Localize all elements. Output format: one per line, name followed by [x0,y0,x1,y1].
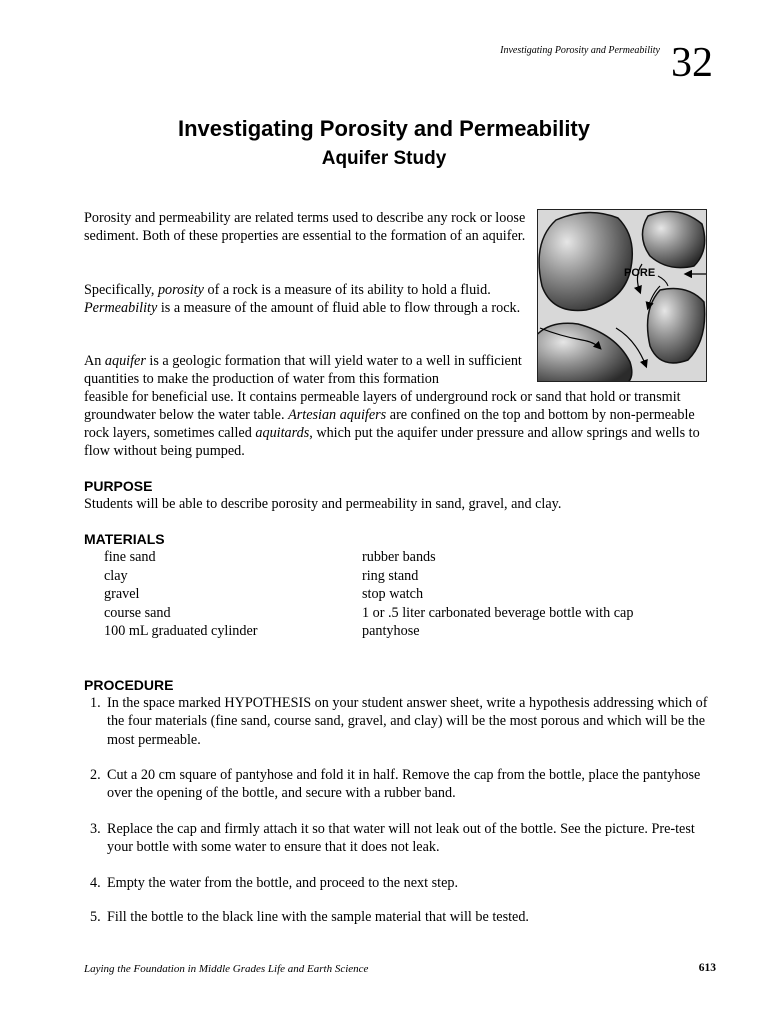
page-subtitle: Aquifer Study [321,148,447,169]
intro-p2-post: is a measure of the amount of fluid able to flow through a rock. [157,300,521,316]
footer-page-number: 613 [698,962,716,974]
step-number: 1. [90,695,101,711]
intro-paragraph-3a [84,352,529,388]
material-item: rubber bands [362,549,436,565]
material-item: gravel [104,586,140,602]
pore-illustration [537,209,707,382]
step-text: In the space marked HYPOTHESIS on your student answer sheet, write a hypothesis addressing which of the four materials (fine sand, course sand, gravel, and clay) will be the most porous and which will be the most permeable. [107,695,708,748]
intro-p3-b: feasible for beneficial use. It contains permeable layers of underground rock or sand that hold or transmit groundwater below the water table. [84,389,681,423]
term-aquifer: aquifer [104,353,146,369]
material-item: course sand [104,604,171,621]
material-item: fine sand [104,549,156,565]
intro-paragraph-1: Porosity and permeability are related terms used to describe any rock or loose sediment. Both of these properties are essential to the formation of an aquifer. [84,210,526,244]
purpose-text: Students will be able to describe porosity and permeability in sand, gravel, and clay. [84,496,562,512]
step-number: 3. [90,821,101,837]
step-text: Cut a 20 cm square of pantyhose and fold it in half. Remove the cap from the bottle, place the pantyhose over the opening of the bottle, and secure with a rubber band. [107,767,701,802]
intro-paragraph-3b [84,388,714,460]
intro-p3-d: , which put the aquifer under pressure and allow springs and wells to flow without being pumped. [84,425,700,459]
procedure-heading: PROCEDURE [84,677,174,693]
step-text: Fill the bottle to the black line with the sample material that will be tested. [107,909,529,925]
material-item: pantyhose [362,623,420,639]
term-permeability: Permeability [84,300,158,316]
step-number: 5. [90,909,101,925]
materials-list-right [362,548,702,641]
step-text: Empty the water from the bottle, and proceed to the next step. [107,875,459,891]
material-item: clay [104,567,128,584]
step-number: 4. [90,875,101,891]
intro-p3-c: are confined on the top and bottom by non-permeable rock layers, sometimes called [84,407,695,441]
term-artesian-aquifers: Artesian aquifers [288,407,387,423]
material-item: ring stand [362,567,419,584]
intro-p3-pre: An [84,353,105,369]
intro-p3-a: is a geologic formation that will yield water to a well in sufficient quantities to make the production of water from this formation [84,353,522,387]
intro-p2-pre: Specifically, [84,282,158,298]
running-header-title: Investigating Porosity and Permeability [500,45,660,56]
footer-book-title: Laying the Foundation in Middle Grades Life and Earth Science [84,963,369,975]
term-aquitards: aquitards [255,425,310,441]
term-porosity: porosity [157,282,204,298]
intro-p2-mid: of a rock is a measure of its ability to hold a fluid. [203,282,491,298]
chapter-number: 32 [671,40,713,86]
materials-heading: MATERIALS [84,531,165,547]
intro-paragraph-2 [84,281,529,317]
materials-list-left [104,548,344,641]
step-number: 2. [90,767,101,783]
material-item: 100 mL graduated cylinder [104,623,258,639]
step-text: Replace the cap and firmly attach it so that water will not leak out of the bottle. See the picture. Pre-test your bottle with some water to ensure that it does not leak. [107,821,695,856]
page-title: Investigating Porosity and Permeability [178,116,590,141]
material-item: stop watch [362,586,424,602]
purpose-heading: PURPOSE [84,478,153,494]
pore-label: PORE [624,267,656,279]
material-item: 1 or .5 liter carbonated beverage bottle with cap [362,604,634,621]
